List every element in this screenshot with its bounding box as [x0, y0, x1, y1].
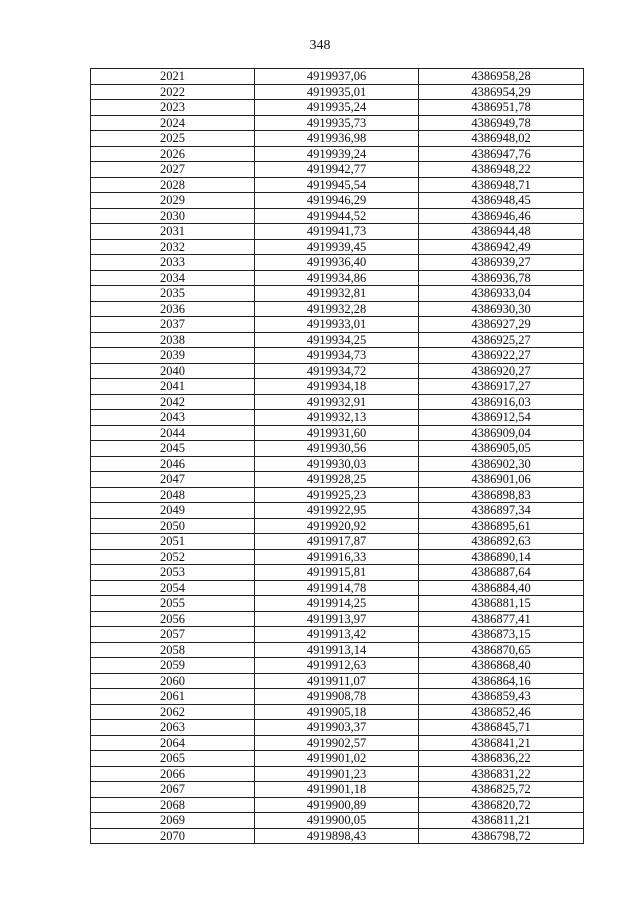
table-row	[91, 69, 584, 85]
y-coordinate-cell: 4386870,65	[419, 642, 584, 658]
point-number-cell: 2042	[91, 394, 255, 410]
point-number-cell: 2041	[91, 379, 255, 395]
x-coordinate-cell: 4919941,73	[255, 224, 419, 240]
point-number-cell: 2044	[91, 425, 255, 441]
y-coordinate-cell: 4386944,48	[419, 224, 584, 240]
y-coordinate-cell: 4386902,30	[419, 456, 584, 472]
y-coordinate-cell: 4386927,29	[419, 317, 584, 333]
point-number-cell: 2023	[91, 100, 255, 116]
y-coordinate-cell: 4386895,61	[419, 518, 584, 534]
point-number-cell: 2032	[91, 239, 255, 255]
y-coordinate-cell: 4386901,06	[419, 472, 584, 488]
y-coordinate-cell: 4386841,21	[419, 735, 584, 751]
y-coordinate-cell: 4386948,22	[419, 162, 584, 178]
point-number-cell: 2034	[91, 270, 255, 286]
table-row	[91, 208, 584, 224]
point-number-cell: 2026	[91, 146, 255, 162]
y-coordinate-cell: 4386954,29	[419, 84, 584, 100]
y-coordinate-cell: 4386948,02	[419, 131, 584, 147]
x-coordinate-cell: 4919911,07	[255, 673, 419, 689]
table-row	[91, 301, 584, 317]
x-coordinate-cell: 4919936,98	[255, 131, 419, 147]
point-number-cell: 2047	[91, 472, 255, 488]
table-row	[91, 162, 584, 178]
x-coordinate-cell: 4919934,25	[255, 332, 419, 348]
y-coordinate-cell: 4386905,05	[419, 441, 584, 457]
table-row	[91, 549, 584, 565]
x-coordinate-cell: 4919945,54	[255, 177, 419, 193]
point-number-cell: 2065	[91, 751, 255, 767]
x-coordinate-cell: 4919901,18	[255, 782, 419, 798]
x-coordinate-cell: 4919900,89	[255, 797, 419, 813]
y-coordinate-cell: 4386912,54	[419, 410, 584, 426]
y-coordinate-cell: 4386922,27	[419, 348, 584, 364]
x-coordinate-cell: 4919912,63	[255, 658, 419, 674]
point-number-cell: 2064	[91, 735, 255, 751]
table-row	[91, 782, 584, 798]
point-number-cell: 2029	[91, 193, 255, 209]
table-row	[91, 317, 584, 333]
table-row	[91, 611, 584, 627]
x-coordinate-cell: 4919933,01	[255, 317, 419, 333]
coordinates-table	[90, 68, 584, 844]
x-coordinate-cell: 4919925,23	[255, 487, 419, 503]
y-coordinate-cell: 4386836,22	[419, 751, 584, 767]
table-row	[91, 394, 584, 410]
y-coordinate-cell: 4386946,46	[419, 208, 584, 224]
x-coordinate-cell: 4919913,14	[255, 642, 419, 658]
table-row	[91, 503, 584, 519]
table-row	[91, 348, 584, 364]
x-coordinate-cell: 4919934,86	[255, 270, 419, 286]
y-coordinate-cell: 4386942,49	[419, 239, 584, 255]
x-coordinate-cell: 4919920,92	[255, 518, 419, 534]
table-row	[91, 100, 584, 116]
point-number-cell: 2056	[91, 611, 255, 627]
table-row	[91, 689, 584, 705]
y-coordinate-cell: 4386917,27	[419, 379, 584, 395]
y-coordinate-cell: 4386798,72	[419, 828, 584, 844]
point-number-cell: 2061	[91, 689, 255, 705]
y-coordinate-cell: 4386949,78	[419, 115, 584, 131]
x-coordinate-cell: 4919916,33	[255, 549, 419, 565]
y-coordinate-cell: 4386831,22	[419, 766, 584, 782]
x-coordinate-cell: 4919928,25	[255, 472, 419, 488]
table-row	[91, 735, 584, 751]
table-row	[91, 642, 584, 658]
table-row	[91, 270, 584, 286]
table-row	[91, 115, 584, 131]
point-number-cell: 2035	[91, 286, 255, 302]
point-number-cell: 2038	[91, 332, 255, 348]
y-coordinate-cell: 4386864,16	[419, 673, 584, 689]
point-number-cell: 2028	[91, 177, 255, 193]
table-row	[91, 751, 584, 767]
y-coordinate-cell: 4386873,15	[419, 627, 584, 643]
x-coordinate-cell: 4919935,73	[255, 115, 419, 131]
y-coordinate-cell: 4386936,78	[419, 270, 584, 286]
y-coordinate-cell: 4386845,71	[419, 720, 584, 736]
y-coordinate-cell: 4386811,21	[419, 813, 584, 829]
point-number-cell: 2060	[91, 673, 255, 689]
point-number-cell: 2025	[91, 131, 255, 147]
point-number-cell: 2027	[91, 162, 255, 178]
y-coordinate-cell: 4386909,04	[419, 425, 584, 441]
y-coordinate-cell: 4386925,27	[419, 332, 584, 348]
x-coordinate-cell: 4919937,06	[255, 69, 419, 85]
x-coordinate-cell: 4919922,95	[255, 503, 419, 519]
x-coordinate-cell: 4919900,05	[255, 813, 419, 829]
point-number-cell: 2066	[91, 766, 255, 782]
point-number-cell: 2054	[91, 580, 255, 596]
y-coordinate-cell: 4386892,63	[419, 534, 584, 550]
x-coordinate-cell: 4919934,18	[255, 379, 419, 395]
point-number-cell: 2063	[91, 720, 255, 736]
table-row	[91, 487, 584, 503]
table-row	[91, 720, 584, 736]
y-coordinate-cell: 4386877,41	[419, 611, 584, 627]
table-row	[91, 673, 584, 689]
point-number-cell: 2024	[91, 115, 255, 131]
x-coordinate-cell: 4919913,42	[255, 627, 419, 643]
x-coordinate-cell: 4919917,87	[255, 534, 419, 550]
x-coordinate-cell: 4919930,03	[255, 456, 419, 472]
table-row	[91, 379, 584, 395]
y-coordinate-cell: 4386920,27	[419, 363, 584, 379]
point-number-cell: 2036	[91, 301, 255, 317]
x-coordinate-cell: 4919932,28	[255, 301, 419, 317]
page-number: 348	[309, 38, 331, 53]
table-row	[91, 797, 584, 813]
point-number-cell: 2062	[91, 704, 255, 720]
x-coordinate-cell: 4919932,91	[255, 394, 419, 410]
table-row	[91, 146, 584, 162]
point-number-cell: 2037	[91, 317, 255, 333]
x-coordinate-cell: 4919901,02	[255, 751, 419, 767]
table-row	[91, 177, 584, 193]
y-coordinate-cell: 4386933,04	[419, 286, 584, 302]
table-row	[91, 472, 584, 488]
y-coordinate-cell: 4386951,78	[419, 100, 584, 116]
point-number-cell: 2057	[91, 627, 255, 643]
table-row	[91, 766, 584, 782]
table-row	[91, 534, 584, 550]
x-coordinate-cell: 4919905,18	[255, 704, 419, 720]
point-number-cell: 2069	[91, 813, 255, 829]
x-coordinate-cell: 4919934,72	[255, 363, 419, 379]
point-number-cell: 2030	[91, 208, 255, 224]
y-coordinate-cell: 4386898,83	[419, 487, 584, 503]
table-row	[91, 239, 584, 255]
point-number-cell: 2022	[91, 84, 255, 100]
table-row	[91, 627, 584, 643]
y-coordinate-cell: 4386958,28	[419, 69, 584, 85]
table-row	[91, 828, 584, 844]
table-row	[91, 813, 584, 829]
x-coordinate-cell: 4919901,23	[255, 766, 419, 782]
y-coordinate-cell: 4386948,45	[419, 193, 584, 209]
x-coordinate-cell: 4919914,25	[255, 596, 419, 612]
y-coordinate-cell: 4386884,40	[419, 580, 584, 596]
table-row	[91, 518, 584, 534]
y-coordinate-cell: 4386890,14	[419, 549, 584, 565]
table-row	[91, 332, 584, 348]
x-coordinate-cell: 4919902,57	[255, 735, 419, 751]
point-number-cell: 2049	[91, 503, 255, 519]
table-row	[91, 363, 584, 379]
table-row	[91, 580, 584, 596]
point-number-cell: 2053	[91, 565, 255, 581]
x-coordinate-cell: 4919946,29	[255, 193, 419, 209]
table-row	[91, 193, 584, 209]
point-number-cell: 2043	[91, 410, 255, 426]
point-number-cell: 2031	[91, 224, 255, 240]
x-coordinate-cell: 4919908,78	[255, 689, 419, 705]
point-number-cell: 2033	[91, 255, 255, 271]
x-coordinate-cell: 4919913,97	[255, 611, 419, 627]
table-row	[91, 565, 584, 581]
table-row	[91, 704, 584, 720]
x-coordinate-cell: 4919939,24	[255, 146, 419, 162]
point-number-cell: 2040	[91, 363, 255, 379]
point-number-cell: 2070	[91, 828, 255, 844]
point-number-cell: 2052	[91, 549, 255, 565]
point-number-cell: 2058	[91, 642, 255, 658]
x-coordinate-cell: 4919944,52	[255, 208, 419, 224]
y-coordinate-cell: 4386916,03	[419, 394, 584, 410]
table-row	[91, 255, 584, 271]
x-coordinate-cell: 4919914,78	[255, 580, 419, 596]
table-row	[91, 441, 584, 457]
y-coordinate-cell: 4386939,27	[419, 255, 584, 271]
x-coordinate-cell: 4919932,13	[255, 410, 419, 426]
y-coordinate-cell: 4386859,43	[419, 689, 584, 705]
coordinates-table-body	[91, 69, 584, 844]
y-coordinate-cell: 4386881,15	[419, 596, 584, 612]
table-row	[91, 425, 584, 441]
y-coordinate-cell: 4386897,34	[419, 503, 584, 519]
y-coordinate-cell: 4386852,46	[419, 704, 584, 720]
table-row	[91, 410, 584, 426]
point-number-cell: 2051	[91, 534, 255, 550]
table-row	[91, 456, 584, 472]
table-row	[91, 286, 584, 302]
x-coordinate-cell: 4919936,40	[255, 255, 419, 271]
y-coordinate-cell: 4386948,71	[419, 177, 584, 193]
x-coordinate-cell: 4919903,37	[255, 720, 419, 736]
y-coordinate-cell: 4386820,72	[419, 797, 584, 813]
x-coordinate-cell: 4919915,81	[255, 565, 419, 581]
point-number-cell: 2045	[91, 441, 255, 457]
x-coordinate-cell: 4919931,60	[255, 425, 419, 441]
point-number-cell: 2050	[91, 518, 255, 534]
point-number-cell: 2068	[91, 797, 255, 813]
x-coordinate-cell: 4919934,73	[255, 348, 419, 364]
y-coordinate-cell: 4386887,64	[419, 565, 584, 581]
x-coordinate-cell: 4919898,43	[255, 828, 419, 844]
x-coordinate-cell: 4919935,01	[255, 84, 419, 100]
point-number-cell: 2055	[91, 596, 255, 612]
point-number-cell: 2048	[91, 487, 255, 503]
table-row	[91, 596, 584, 612]
point-number-cell: 2067	[91, 782, 255, 798]
x-coordinate-cell: 4919942,77	[255, 162, 419, 178]
table-row	[91, 658, 584, 674]
x-coordinate-cell: 4919930,56	[255, 441, 419, 457]
x-coordinate-cell: 4919932,81	[255, 286, 419, 302]
point-number-cell: 2021	[91, 69, 255, 85]
y-coordinate-cell: 4386947,76	[419, 146, 584, 162]
y-coordinate-cell: 4386868,40	[419, 658, 584, 674]
table-row	[91, 131, 584, 147]
x-coordinate-cell: 4919935,24	[255, 100, 419, 116]
point-number-cell: 2046	[91, 456, 255, 472]
x-coordinate-cell: 4919939,45	[255, 239, 419, 255]
y-coordinate-cell: 4386930,30	[419, 301, 584, 317]
point-number-cell: 2039	[91, 348, 255, 364]
table-row	[91, 84, 584, 100]
point-number-cell: 2059	[91, 658, 255, 674]
table-row	[91, 224, 584, 240]
y-coordinate-cell: 4386825,72	[419, 782, 584, 798]
